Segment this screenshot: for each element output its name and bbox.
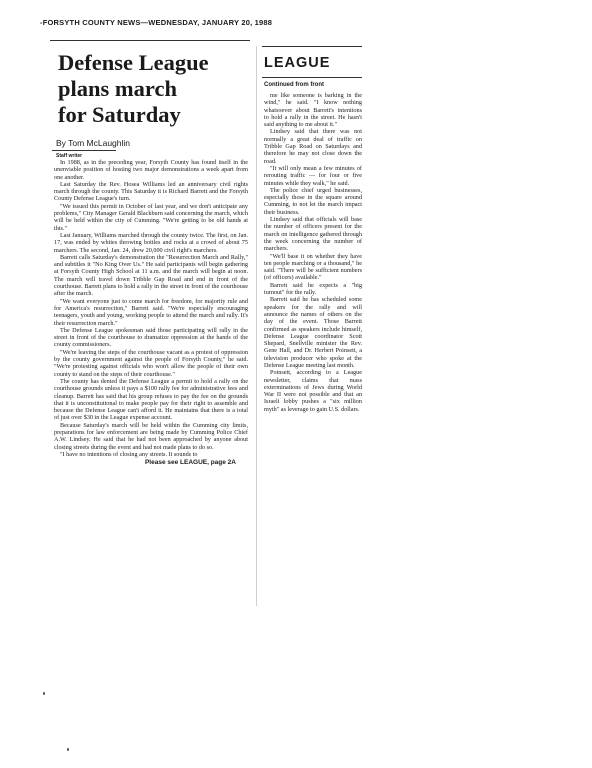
staff-label: Staff writer <box>52 150 116 159</box>
article-paragraph: Barrett calls Saturday's demonstration the "Resurrection March and Rally," and subtitles it "No King Over Us." He said participants will begin gathering at Forsyth County High School at 11 a.m. and the march will begin at noon. The march will travel down Tribble Gap Road and end in front of the courthouse. Barrett plans to hold a rally in the street in front of the courthouse after the march. <box>54 253 248 298</box>
article-paragraph: Because Saturday's march will be held within the Cumming city limits, preparations for law enforcement are being made by Cumming Police Chief A.W. Lindsey. He said that he had not been approached by anyone about closing streets during the event and had not made plans to do so. <box>54 421 248 451</box>
article-paragraph: "We're leaving the steps of the courthouse vacant as a protest of oppression by the county government against the people of Forsyth County," he said. "We're protesting against officials who won't allow the people of their own county to stand on the steps of their courthouse." <box>54 348 248 378</box>
headline <box>52 44 250 128</box>
continuation-paragraph: Poinsett, according to a League newsletter, claims that mass exterminations of Jews during World War II were not possible and that an Israeli lobby pushes a "six million myth" as leverage to gain U.S. dollars. <box>264 369 362 413</box>
continuation-body <box>262 92 364 413</box>
article-paragraph: In 1988, as in the preceding year, Forsyth County has found itself in the unenviable position of hosting two major demonstrations a week apart from one another. <box>54 159 248 181</box>
main-article <box>52 44 250 466</box>
continuation-paragraph: Barrett said he expects a "big turnout" for the rally. <box>264 281 362 297</box>
continuation-reference: Please see LEAGUE, page 2A <box>144 459 236 467</box>
continuation-paragraph: Barrett said he has scheduled some speakers for the rally and will announce the names of others on the day of the event. Those Barrett confirmed as speakers include himself, Defense League coordinator Scott Shepard, Snellville minister the Rev. Gene Hall, and Dr. Herbert Poinsett, a television producer who spoke at the Defense League meeting last month. <box>264 296 362 369</box>
continuation-paragraph: The police chief urged businesses, especially those in the square around Cumming, to not let the march impact their business. <box>264 186 362 216</box>
continuation-paragraph: "We'll base it on whether they have ten people marching or a thousand," he said. "There will be sufficient numbers (of officers) available." <box>264 252 362 282</box>
column-divider <box>256 46 257 606</box>
masthead: -FORSYTH COUNTY NEWS—WEDNESDAY, JANUARY 20, 1988 <box>40 18 273 27</box>
headline-line-3: for Saturday <box>58 102 181 127</box>
byline: By Tom McLaughlin <box>56 138 131 148</box>
article-body <box>52 159 250 458</box>
jump-rule-bottom <box>262 77 362 78</box>
continuation-paragraph: me like someone is barking in the wind," he said. "I know nothing whatsoever about Barrett's intentions to hold a rally in the street. He hasn't said anything to me about it." <box>264 92 362 129</box>
article-paragraph: "I have no intentions of closing any streets. It sounds to <box>60 450 198 458</box>
continuation-paragraph: Lindsey said that officials will base the number of officers present for the march on intelligence gathered through the week concerning the number of marchers. <box>264 216 362 253</box>
scan-speck <box>43 692 45 695</box>
continuation-paragraph: "It will only mean a few minutes of rerouting traffic — for four or five minutes while they walk," he said. <box>264 164 362 187</box>
top-rule <box>50 40 250 41</box>
article-paragraph: "We issued this permit in October of last year, and we don't anticipate any problems," City Manager Gerald Blackburn said concerning the march, which will be held within the city of Cumming. "We're getting to be old hands at this." <box>54 202 248 232</box>
continuation-article <box>262 46 364 413</box>
continued-label: Continued from front <box>264 82 324 88</box>
headline-line-2: plans march <box>58 76 177 101</box>
article-paragraph: The Defense League spokesman said those participating will rally in the street in front of the courthouse to dramatize oppression at the hands of the county commissioners. <box>54 326 248 349</box>
article-paragraph: Last January, Williams marched through the county twice. The first, on Jan. 17, was ended by whites throwing bottles and rocks at a crowd of about 75 marchers. The second, Jan. 24, drew 20,000 civil right's marchers. <box>54 231 248 254</box>
scan-speck <box>67 748 69 751</box>
article-paragraph: The county has denied the Defense League a permit to hold a rally on the courthouse grounds unless it pays a $100 rally fee for administrative fees and cleanup. Barrett has said that his group refuses to pay the fee on the grounds that it is unconstitutional to make people pay for their right to assemble and because the Defense League can't afford it. He maintains that there is a total of just over $30 in the League expense account. <box>54 377 248 422</box>
article-paragraph: Last Saturday the Rev. Hosea Williams led an anniversary civil rights march through the county. This Saturday it is Richard Barrett and the Forsyth County Defense League's turn. <box>54 180 248 203</box>
continuation-paragraph: Lindsey said that there was not normally a great deal of traffic on Tribble Gap Road on Saturdays and therefore he may not close down the road. <box>264 128 362 165</box>
jump-headline: LEAGUE <box>264 55 331 71</box>
headline-line-1: Defense League <box>58 50 209 75</box>
article-paragraph: "We want everyone just to come march for freedom, for majority rule and for America's resurrection," Barrett said. "We're especially encouraging teenagers, youth and young, working people to attend the march and rally. It's their resurrection march." <box>54 297 248 327</box>
